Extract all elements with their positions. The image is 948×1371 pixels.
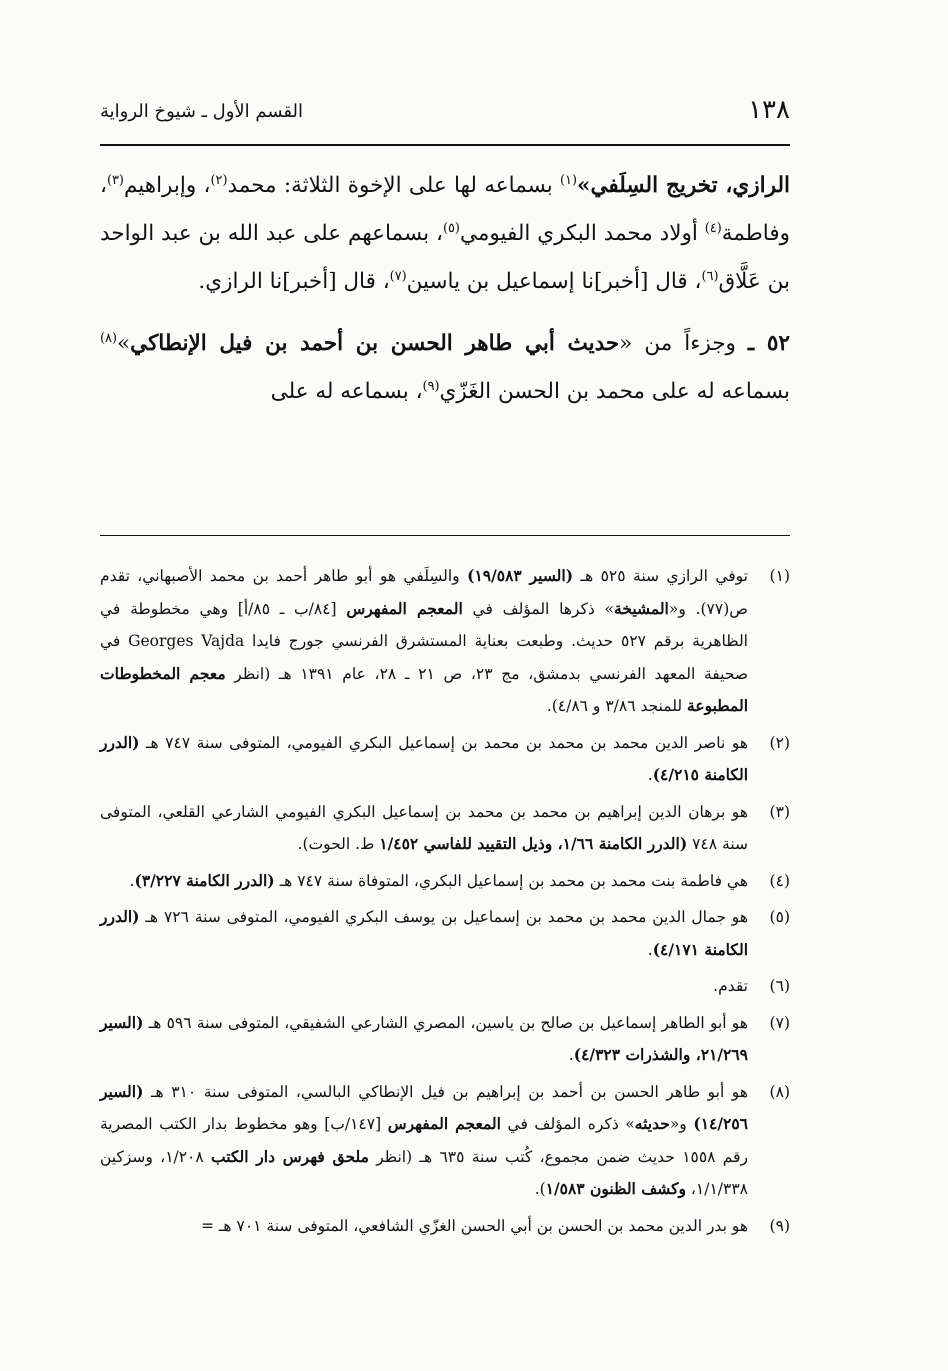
book-page [100,95,790,1235]
footnote-body: هو ناصر الدين محمد بن محمد بن محمد بن إسماعيل البكري الفيومي، المتوفى سنة ٧٤٧ هـ (الدرر الكامنة ٤/٢١٥). [100,732,748,784]
footnote-9 [100,1210,790,1243]
text-span: ، بسماعهم على عبد الله بن عبد الواحد بن عَلَّاق [100,221,790,294]
text-span: وجزءاً من « [619,331,748,356]
footnote-ref-3[interactable]: (٣) [106,172,124,188]
text-span: ، قال [أخبر]نا إسماعيل بن ياسين [406,269,702,294]
footnote-ref-7[interactable]: (٧) [389,268,407,284]
text-span: ، وفاطمة [100,173,790,246]
text-span: ، بسماعه له على [270,379,423,404]
footnote-mark: (١) [769,567,790,585]
footnote-8 [100,1076,790,1206]
bold-span: الرازي، تخريج السِلَفي» [577,173,790,198]
main-text [100,162,790,416]
footnote-body: تقدم. [713,977,748,995]
footnotes [100,560,790,1246]
bold-span: حديث أبي طاهر الحسن بن أحمد بن فيل الإنطاكي [130,331,620,356]
paragraph-1 [100,162,790,306]
footnote-ref-4[interactable]: (٤) [704,220,722,236]
footnote-mark: (٩) [769,1216,790,1235]
footnote-body: هو جمال الدين محمد بن محمد بن إسماعيل بن يوسف البكري الفيومي، المتوفى سنة ٧٢٦ هـ (الدرر الكامنة ٤/١٧١). [100,907,748,959]
text-span: » [117,331,131,356]
footnote-6 [100,970,790,1003]
footnote-7 [100,1007,790,1072]
footnote-1 [100,560,790,723]
footnote-mark: (٢) [769,733,790,752]
footnote-body: هو أبو الطاهر إسماعيل بن صالح بن ياسين، المصري الشارعي الشفيقي، المتوفى سنة ٥٩٦ هـ (السير ٢١/٢٦٩، والشذرات ٤/٣٢٣). [100,1012,748,1064]
footnote-mark: (٧) [769,1013,790,1032]
text-span: ، قال [أخبر]نا الرازي. [198,269,390,294]
footnote-4 [100,865,790,898]
footnote-body: توفي الرازي سنة ٥٢٥ هـ (السير ١٩/٥٨٣) والسِلَفي هو أبو طاهر أحمد بن محمد الأصبهاني، تقدم ص(٧٧). و«المشيخة» ذكرها المؤلف في المعجم المفهرس [٨٤/ب ـ ٨٥/أ] وهي مخطوطة في الظاهرية برقم ٥٢٧ حديث. وطبعت بعناية المستشرق الفرنسي جورج فايدا Georges Vajda في صحيفة المعهد الفرنسي بدمشق، مج ٢٣، ص ٢١ ـ ٢٨، عام ١٣٩١ هـ (انظر معجم المخطوطات المطبوعة للمنجد ٣/٨٦ و ٤/٨٦). [100,566,748,715]
footnote-body: هو برهان الدين إبراهيم بن محمد بن محمد بن إسماعيل البكري الفيومي الشارعي القلعي، المتوفى سنة ٧٤٨ (الدرر الكامنة ١/٦٦، وذيل التقييد للفاسي ١/٤٥٢ ط. الحوت). [100,802,748,853]
footnote-body: هو بدر الدين محمد بن الحسن بن أبي الحسن الغزّي الشافعي، المتوفى سنة ٧٠١ هـ = [200,1216,748,1235]
paragraph-2 [100,320,790,416]
footnote-body: هو أبو طاهر الحسن بن أحمد بن إبراهيم بن فيل الإنطاكي البالسي، المتوفى سنة ٣١٠ هـ (السير ١٤/٢٥٦) و«حديثه» ذكره المؤلف في المعجم المفهرس [١٤٧/ب] وهو مخطوط بدار الكتب المصرية رقم ١٥٥٨ حديث ضمن مجموع، كُتب سنة ٦٣٥ هـ (انظر ملحق فهرس دار الكتب ١/٢٠٨، وسزكين ١/١/٣٣٨، وكشف الظنون ١/٥٨٣). [100,1081,749,1198]
page-header [100,95,790,135]
footnote-ref-5[interactable]: (٥) [442,220,460,236]
page-number: ١٣٨ [748,95,790,125]
text-span: بسماعه لها على الإخوة الثلاثة: محمد [227,173,561,198]
footnote-ref-6[interactable]: (٦) [701,268,719,284]
text-span: بسماعه له على محمد بن الحسن الغَزّي [439,379,790,404]
text-span: ، وإبراهيم [123,173,211,198]
footnotes-rule [100,535,790,536]
footnote-body: هي فاطمة بنت محمد بن محمد بن إسماعيل البكري، المتوفاة سنة ٧٤٧ هـ (الدرر الكامنة ٣/٢٢٧). [129,870,748,890]
footnote-mark: (٨) [769,1082,790,1101]
footnote-mark: (٥) [769,908,790,926]
text-span: أولاد محمد البكري الفيومي [459,221,705,246]
footnote-mark: (٣) [769,802,790,821]
running-title: القسم الأول ـ شيوخ الرواية [100,101,304,122]
footnote-2 [100,727,790,792]
header-rule [100,144,790,146]
footnote-ref-8[interactable]: (٨) [100,330,117,346]
footnote-ref-1[interactable]: (١) [560,172,578,188]
entry-number: ٥٢ ـ [747,331,790,356]
footnote-mark: (٤) [769,871,790,890]
footnote-ref-2[interactable]: (٢) [210,172,228,188]
footnote-5 [100,901,790,966]
footnote-ref-9[interactable]: (٩) [422,378,440,394]
footnote-3 [100,796,790,861]
footnote-mark: (٦) [769,977,790,995]
